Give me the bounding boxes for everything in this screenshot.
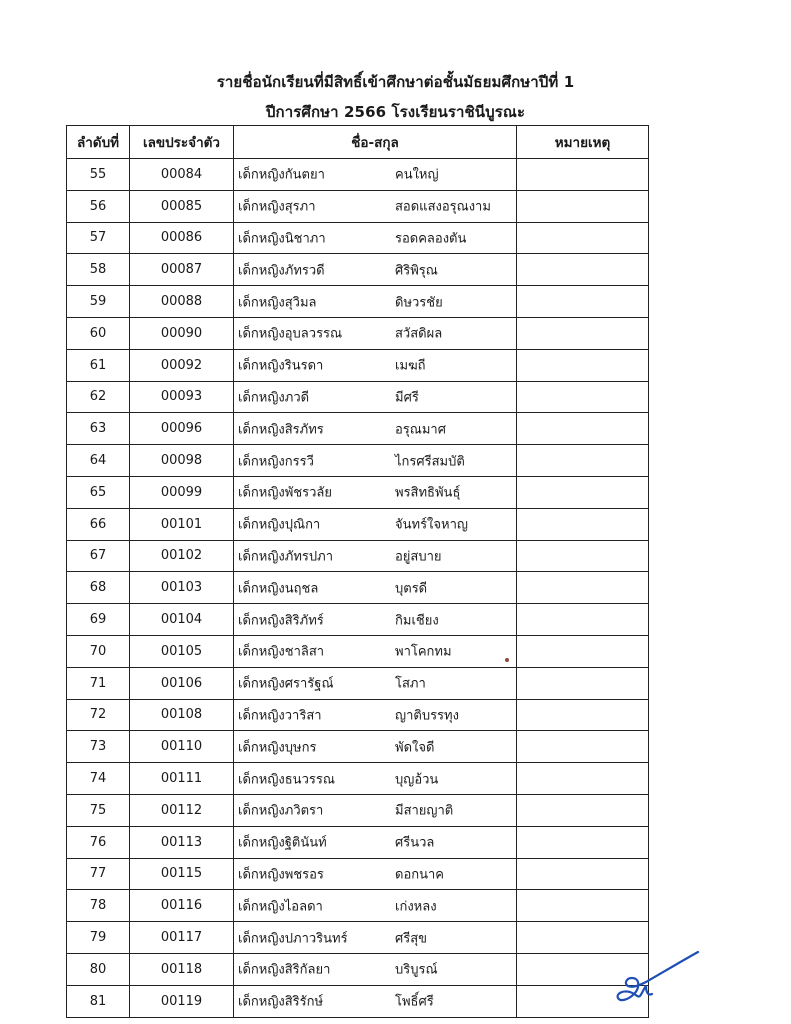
row-student-id: 00088 xyxy=(130,286,234,318)
row-first-name: เด็กหญิงศรารัฐณ์ xyxy=(238,676,334,692)
row-student-id: 00112 xyxy=(130,794,234,826)
header-full-name: ชื่อ-สกุล xyxy=(234,126,517,159)
row-student-id: 00106 xyxy=(130,667,234,699)
table-row xyxy=(67,349,649,381)
row-order-number: 75 xyxy=(67,794,130,826)
row-full-name xyxy=(234,667,517,699)
table-row xyxy=(67,445,649,477)
row-first-name: เด็กหญิงภวิตรา xyxy=(238,803,324,819)
row-student-id: 00096 xyxy=(130,413,234,445)
row-full-name xyxy=(234,604,517,636)
row-last-name: โสภา xyxy=(395,676,426,692)
row-last-name: กิมเชียง xyxy=(395,613,439,629)
row-remarks xyxy=(517,349,649,381)
document-subtitle: ปีการศึกษา 2566 โรงเรียนราชินีบูรณะ xyxy=(265,103,526,121)
row-last-name: คนใหญ่ xyxy=(395,167,439,183)
row-order-number: 56 xyxy=(67,190,130,222)
row-first-name: เด็กหญิงสิรภัทร xyxy=(238,422,324,438)
row-student-id: 00103 xyxy=(130,572,234,604)
row-last-name: พาโคกทม xyxy=(395,644,452,660)
table-row xyxy=(67,572,649,604)
row-last-name: ศรีนวล xyxy=(395,835,435,851)
row-first-name: เด็กหญิงสิริรักษ์ xyxy=(238,994,324,1010)
row-remarks xyxy=(517,794,649,826)
row-first-name: เด็กหญิงปภาวรินทร์ xyxy=(238,931,348,947)
row-first-name: เด็กหญิงกันตยา xyxy=(238,167,325,183)
row-full-name xyxy=(234,731,517,763)
row-full-name xyxy=(234,222,517,254)
row-full-name xyxy=(234,953,517,985)
row-last-name: สวัสดิผล xyxy=(395,326,443,342)
row-order-number: 73 xyxy=(67,731,130,763)
header-remarks: หมายเหตุ xyxy=(517,126,649,159)
row-full-name xyxy=(234,922,517,954)
table-row xyxy=(67,317,649,349)
row-order-number: 65 xyxy=(67,476,130,508)
row-order-number: 58 xyxy=(67,254,130,286)
row-first-name: เด็กหญิงพชรอร xyxy=(238,867,324,883)
row-remarks xyxy=(517,508,649,540)
table-row xyxy=(67,699,649,731)
row-last-name: ดอกนาค xyxy=(395,867,445,883)
row-remarks xyxy=(517,254,649,286)
row-first-name: เด็กหญิงสุรภา xyxy=(238,199,316,215)
table-row xyxy=(67,222,649,254)
row-remarks xyxy=(517,604,649,636)
row-remarks xyxy=(517,222,649,254)
row-remarks xyxy=(517,286,649,318)
row-order-number: 71 xyxy=(67,667,130,699)
row-first-name: เด็กหญิงบุษกร xyxy=(238,740,317,756)
row-order-number: 74 xyxy=(67,763,130,795)
row-first-name: เด็กหญิงอุบลวรรณ xyxy=(238,326,343,342)
table-row xyxy=(67,286,649,318)
row-full-name xyxy=(234,858,517,890)
table-row xyxy=(67,635,649,667)
row-last-name: อรุณมาศ xyxy=(395,422,446,438)
row-full-name xyxy=(234,540,517,572)
table-row xyxy=(67,826,649,858)
row-student-id: 00105 xyxy=(130,635,234,667)
row-remarks xyxy=(517,667,649,699)
table-row xyxy=(67,763,649,795)
row-last-name: ดิษวรชัย xyxy=(395,295,443,311)
row-order-number: 60 xyxy=(67,317,130,349)
row-order-number: 78 xyxy=(67,890,130,922)
row-order-number: 63 xyxy=(67,413,130,445)
row-first-name: เด็กหญิงไอลดา xyxy=(238,899,323,915)
row-student-id: 00090 xyxy=(130,317,234,349)
row-full-name xyxy=(234,826,517,858)
row-student-id: 00117 xyxy=(130,922,234,954)
row-last-name: โพธิ์ศรี xyxy=(395,994,434,1010)
row-full-name xyxy=(234,476,517,508)
row-order-number: 62 xyxy=(67,381,130,413)
row-remarks xyxy=(517,476,649,508)
row-order-number: 79 xyxy=(67,922,130,954)
row-full-name xyxy=(234,381,517,413)
row-student-id: 00087 xyxy=(130,254,234,286)
row-remarks xyxy=(517,159,649,191)
row-last-name: บริบูรณ์ xyxy=(395,962,438,978)
row-full-name xyxy=(234,349,517,381)
row-student-id: 00098 xyxy=(130,445,234,477)
row-full-name xyxy=(234,508,517,540)
row-first-name: เด็กหญิงภัทรวดี xyxy=(238,263,325,279)
row-first-name: เด็กหญิงฐิตินันท์ xyxy=(238,835,327,851)
row-order-number: 61 xyxy=(67,349,130,381)
row-last-name: พรสิทธิพันธุ์ xyxy=(395,485,461,501)
row-remarks xyxy=(517,858,649,890)
table-row xyxy=(67,413,649,445)
header-order: ลำดับที่ xyxy=(67,126,130,159)
row-remarks xyxy=(517,731,649,763)
table-row xyxy=(67,731,649,763)
row-student-id: 00104 xyxy=(130,604,234,636)
row-first-name: เด็กหญิงกรรวี xyxy=(238,454,314,470)
row-full-name xyxy=(234,794,517,826)
document-title: รายชื่อนักเรียนที่มีสิทธิ์เข้าศึกษาต่อชั้นมัธยมศึกษาปีที่ 1 xyxy=(216,73,575,91)
row-remarks xyxy=(517,413,649,445)
table-row xyxy=(67,794,649,826)
row-student-id: 00110 xyxy=(130,731,234,763)
row-first-name: เด็กหญิงนฤชล xyxy=(238,581,319,597)
row-remarks xyxy=(517,317,649,349)
row-full-name xyxy=(234,635,517,667)
table-row xyxy=(67,667,649,699)
table-row xyxy=(67,540,649,572)
row-remarks xyxy=(517,763,649,795)
table-row xyxy=(67,476,649,508)
row-remarks xyxy=(517,699,649,731)
row-student-id: 00085 xyxy=(130,190,234,222)
row-first-name: เด็กหญิงปุณิกา xyxy=(238,517,321,533)
row-order-number: 76 xyxy=(67,826,130,858)
row-first-name: เด็กหญิงภวดี xyxy=(238,390,310,406)
row-first-name: เด็กหญิงนิชาภา xyxy=(238,231,326,247)
row-student-id: 00099 xyxy=(130,476,234,508)
row-full-name xyxy=(234,763,517,795)
table-row xyxy=(67,953,649,985)
row-remarks xyxy=(517,540,649,572)
row-last-name: จันทร์ใจหาญ xyxy=(395,517,468,533)
row-last-name: รอดคลองตัน xyxy=(395,231,467,247)
table-row xyxy=(67,381,649,413)
row-order-number: 77 xyxy=(67,858,130,890)
row-order-number: 57 xyxy=(67,222,130,254)
row-last-name: ศิริพิรุณ xyxy=(395,263,438,279)
row-order-number: 69 xyxy=(67,604,130,636)
row-first-name: เด็กหญิงชาลิสา xyxy=(238,644,325,660)
row-first-name: เด็กหญิงภัทรปภา xyxy=(238,549,333,565)
row-last-name: เก่งหลง xyxy=(395,899,437,915)
student-list-table xyxy=(66,125,649,1018)
row-remarks xyxy=(517,572,649,604)
ink-speck xyxy=(505,658,509,662)
row-first-name: เด็กหญิงสุวิมล xyxy=(238,295,317,311)
row-full-name xyxy=(234,317,517,349)
row-order-number: 55 xyxy=(67,159,130,191)
row-full-name xyxy=(234,445,517,477)
row-order-number: 81 xyxy=(67,985,130,1017)
row-last-name: ไกรศรีสมบัติ xyxy=(395,454,465,470)
row-remarks xyxy=(517,190,649,222)
row-order-number: 67 xyxy=(67,540,130,572)
row-full-name xyxy=(234,286,517,318)
row-last-name: สอดแสงอรุณงาม xyxy=(395,199,491,215)
row-full-name xyxy=(234,572,517,604)
row-student-id: 00113 xyxy=(130,826,234,858)
row-student-id: 00101 xyxy=(130,508,234,540)
row-student-id: 00093 xyxy=(130,381,234,413)
row-last-name: บุตรดี xyxy=(395,581,428,597)
row-student-id: 00102 xyxy=(130,540,234,572)
row-order-number: 80 xyxy=(67,953,130,985)
row-full-name xyxy=(234,890,517,922)
row-student-id: 00119 xyxy=(130,985,234,1017)
table-row xyxy=(67,159,649,191)
row-full-name xyxy=(234,985,517,1017)
table-row xyxy=(67,254,649,286)
table-row xyxy=(67,890,649,922)
table-row xyxy=(67,604,649,636)
row-first-name: เด็กหญิงพัชรวลัย xyxy=(238,485,333,501)
row-full-name xyxy=(234,159,517,191)
row-student-id: 00118 xyxy=(130,953,234,985)
row-order-number: 59 xyxy=(67,286,130,318)
row-last-name: พัดใจดี xyxy=(395,740,435,756)
row-order-number: 64 xyxy=(67,445,130,477)
table-row xyxy=(67,508,649,540)
row-remarks xyxy=(517,381,649,413)
row-first-name: เด็กหญิงสิริภัทร์ xyxy=(238,613,324,629)
table-row xyxy=(67,190,649,222)
row-first-name: เด็กหญิงสิริกัลยา xyxy=(238,962,331,978)
row-last-name: เมฆถี xyxy=(395,358,426,374)
row-last-name: อยู่สบาย xyxy=(395,549,442,565)
row-full-name xyxy=(234,413,517,445)
row-last-name: บุญอ้วน xyxy=(395,772,439,788)
row-full-name xyxy=(234,254,517,286)
row-remarks xyxy=(517,890,649,922)
row-first-name: เด็กหญิงวาริสา xyxy=(238,708,322,724)
row-student-id: 00116 xyxy=(130,890,234,922)
row-student-id: 00108 xyxy=(130,699,234,731)
row-student-id: 00086 xyxy=(130,222,234,254)
row-remarks xyxy=(517,445,649,477)
row-full-name xyxy=(234,190,517,222)
row-remarks xyxy=(517,826,649,858)
row-last-name: มีศรี xyxy=(395,390,419,406)
row-first-name: เด็กหญิงรินรดา xyxy=(238,358,324,374)
header-student-id: เลขประจำตัว xyxy=(130,126,234,159)
row-first-name: เด็กหญิงธนวรรณ xyxy=(238,772,335,788)
row-student-id: 00115 xyxy=(130,858,234,890)
row-full-name xyxy=(234,699,517,731)
row-order-number: 66 xyxy=(67,508,130,540)
table-row xyxy=(67,985,649,1017)
row-student-id: 00092 xyxy=(130,349,234,381)
table-header-row xyxy=(67,126,649,159)
table-row xyxy=(67,858,649,890)
row-student-id: 00111 xyxy=(130,763,234,795)
row-last-name: ญาติบรรทุง xyxy=(395,708,459,724)
signature-mark xyxy=(610,948,702,1006)
row-last-name: ศรีสุข xyxy=(395,931,428,947)
row-order-number: 70 xyxy=(67,635,130,667)
row-last-name: มีสายญาติ xyxy=(395,803,454,819)
row-order-number: 68 xyxy=(67,572,130,604)
row-order-number: 72 xyxy=(67,699,130,731)
row-remarks xyxy=(517,635,649,667)
row-student-id: 00084 xyxy=(130,159,234,191)
table-row xyxy=(67,922,649,954)
